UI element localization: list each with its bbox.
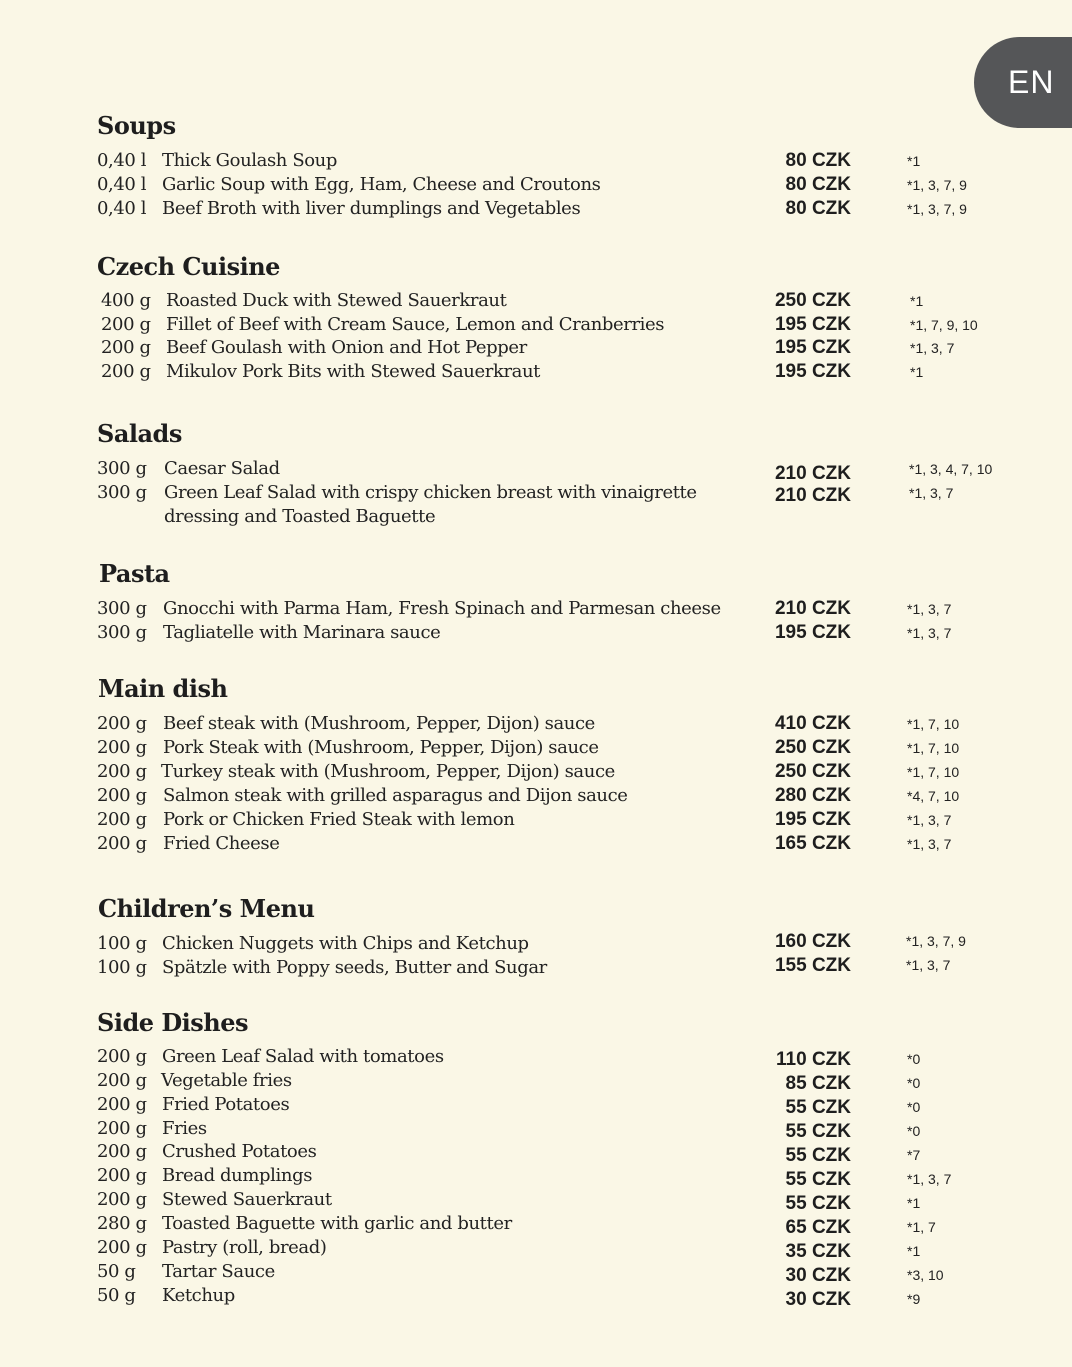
item-price: 80 CZK bbox=[785, 174, 851, 195]
item-allergens: *1, 3, 7 bbox=[907, 625, 952, 641]
item-name: Beef Goulash with Onion and Hot Pepper bbox=[166, 337, 527, 358]
item-allergens: *1, 3, 7 bbox=[906, 957, 951, 973]
item-allergens: *1 bbox=[910, 364, 924, 380]
item-allergens: *1, 7, 10 bbox=[907, 716, 960, 732]
item-quantity: 50 g bbox=[97, 1261, 136, 1282]
item-quantity: 200 g bbox=[97, 1237, 147, 1258]
item-name: Caesar Salad bbox=[164, 458, 280, 479]
menu-item bbox=[0, 289, 1072, 313]
item-name: Beef steak with (Mushroom, Pepper, Dijon) sauce bbox=[163, 713, 595, 734]
item-quantity: 300 g bbox=[97, 598, 147, 619]
item-price: 280 CZK bbox=[774, 785, 851, 806]
menu-item bbox=[0, 1212, 1072, 1236]
item-allergens: *1, 7, 9, 10 bbox=[910, 317, 978, 333]
item-quantity: 0,40 l bbox=[97, 150, 147, 171]
item-name: Tartar Sauce bbox=[162, 1261, 275, 1282]
item-allergens: *1, 3, 7, 9 bbox=[907, 177, 967, 193]
menu-item bbox=[0, 712, 1072, 736]
item-quantity: 200 g bbox=[97, 785, 147, 806]
item-price: 250 CZK bbox=[774, 761, 851, 782]
item-name: Pork or Chicken Fried Steak with lemon bbox=[163, 809, 515, 830]
item-allergens: *1, 3, 7 bbox=[907, 836, 952, 852]
section-title-salads: Salads bbox=[97, 419, 182, 448]
item-quantity: 200 g bbox=[97, 1141, 147, 1162]
item-name: Stewed Sauerkraut bbox=[162, 1189, 332, 1210]
item-allergens: *1, 7, 10 bbox=[907, 740, 960, 756]
item-allergens: *1 bbox=[907, 153, 921, 169]
item-price: 210 CZK bbox=[774, 598, 851, 619]
item-allergens: *7 bbox=[907, 1147, 921, 1163]
item-name: Garlic Soup with Egg, Ham, Cheese and Croutons bbox=[162, 174, 601, 195]
item-name: Green Leaf Salad with tomatoes bbox=[162, 1046, 444, 1067]
item-price: 80 CZK bbox=[785, 150, 851, 171]
item-price: 195 CZK bbox=[774, 809, 851, 830]
item-price: 55 CZK bbox=[785, 1121, 851, 1142]
item-price: 55 CZK bbox=[785, 1145, 851, 1166]
item-quantity: 200 g bbox=[97, 1118, 147, 1139]
item-price: 85 CZK bbox=[785, 1073, 851, 1094]
section-title-childrens-menu: Children’s Menu bbox=[98, 894, 315, 923]
menu-item bbox=[0, 1164, 1072, 1188]
item-quantity: 300 g bbox=[97, 622, 147, 643]
item-price: 155 CZK bbox=[774, 955, 851, 976]
menu-item bbox=[0, 1236, 1072, 1260]
item-allergens: *1 bbox=[907, 1243, 921, 1259]
item-allergens: *1, 3, 7 bbox=[907, 812, 952, 828]
item-quantity: 300 g bbox=[97, 482, 147, 503]
item-name: Fried Potatoes bbox=[162, 1094, 290, 1115]
item-quantity: 100 g bbox=[97, 957, 147, 978]
item-price: 55 CZK bbox=[785, 1097, 851, 1118]
item-quantity: 0,40 l bbox=[97, 174, 147, 195]
item-allergens: *1 bbox=[910, 293, 924, 309]
item-quantity: 200 g bbox=[97, 1094, 147, 1115]
item-allergens: *1, 3, 7 bbox=[909, 485, 954, 501]
menu-item bbox=[0, 1140, 1072, 1164]
item-quantity: 200 g bbox=[97, 833, 147, 854]
menu-item bbox=[0, 481, 1072, 529]
item-allergens: *1 bbox=[907, 1195, 921, 1211]
item-name: Bread dumplings bbox=[162, 1165, 313, 1186]
menu-item bbox=[0, 597, 1072, 621]
item-name: Crushed Potatoes bbox=[162, 1141, 317, 1162]
item-quantity: 200 g bbox=[97, 737, 147, 758]
item-price: 30 CZK bbox=[785, 1265, 851, 1286]
item-name: Gnocchi with Parma Ham, Fresh Spinach and Parmesan cheese bbox=[163, 598, 721, 619]
menu-item bbox=[0, 1260, 1072, 1284]
item-allergens: *4, 7, 10 bbox=[907, 788, 960, 804]
item-quantity: 200 g bbox=[97, 1070, 147, 1091]
item-price: 195 CZK bbox=[774, 622, 851, 643]
item-allergens: *1, 3, 7 bbox=[907, 601, 952, 617]
menu-item bbox=[0, 197, 1072, 221]
item-quantity: 280 g bbox=[97, 1213, 147, 1234]
menu-item bbox=[0, 760, 1072, 784]
item-name: Beef Broth with liver dumplings and Vegetables bbox=[162, 198, 581, 219]
item-name: Fries bbox=[162, 1118, 207, 1139]
menu-item bbox=[0, 1117, 1072, 1141]
item-allergens: *1, 3, 4, 7, 10 bbox=[909, 461, 993, 477]
item-name: Salmon steak with grilled asparagus and Dijon sauce bbox=[163, 785, 628, 806]
item-name: Vegetable fries bbox=[161, 1070, 292, 1091]
menu-item bbox=[0, 1045, 1072, 1069]
item-allergens: *3, 10 bbox=[907, 1267, 944, 1283]
item-price: 160 CZK bbox=[774, 931, 851, 952]
menu-item bbox=[0, 621, 1072, 645]
menu-item bbox=[0, 360, 1072, 384]
item-allergens: *0 bbox=[907, 1075, 921, 1091]
item-name: Green Leaf Salad with crispy chicken breast with vinaigrette dressing and Toasted Baguette bbox=[164, 482, 697, 527]
item-name: Pork Steak with (Mushroom, Pepper, Dijon) sauce bbox=[163, 737, 599, 758]
menu-item bbox=[0, 457, 1072, 484]
item-quantity: 300 g bbox=[97, 458, 147, 479]
menu-item bbox=[0, 736, 1072, 760]
item-price: 210 CZK bbox=[774, 463, 851, 484]
item-price: 30 CZK bbox=[785, 1289, 851, 1310]
item-name: Pastry (roll, bread) bbox=[162, 1237, 327, 1258]
menu-item bbox=[0, 808, 1072, 832]
item-allergens: *9 bbox=[907, 1291, 921, 1307]
item-name: Fillet of Beef with Cream Sauce, Lemon and Cranberries bbox=[166, 314, 665, 335]
item-price: 195 CZK bbox=[774, 361, 851, 382]
section-title-pasta: Pasta bbox=[99, 559, 170, 588]
item-price: 80 CZK bbox=[785, 198, 851, 219]
menu-item bbox=[0, 1284, 1072, 1308]
item-quantity: 200 g bbox=[97, 809, 147, 830]
item-name: Ketchup bbox=[162, 1285, 235, 1306]
item-price: 250 CZK bbox=[774, 290, 851, 311]
item-price: 195 CZK bbox=[774, 314, 851, 335]
menu-item bbox=[0, 336, 1072, 360]
item-name: Fried Cheese bbox=[163, 833, 280, 854]
item-name: Turkey steak with (Mushroom, Pepper, Dijon) sauce bbox=[161, 761, 615, 782]
item-quantity: 100 g bbox=[97, 933, 147, 954]
menu-item bbox=[0, 1093, 1072, 1117]
menu-item bbox=[0, 313, 1072, 337]
section-title-soups: Soups bbox=[97, 111, 176, 140]
item-allergens: *1, 3, 7, 9 bbox=[907, 201, 967, 217]
menu-item bbox=[0, 1069, 1072, 1093]
item-allergens: *1, 7, 10 bbox=[907, 764, 960, 780]
item-name: Tagliatelle with Marinara sauce bbox=[163, 622, 441, 643]
item-name: Spätzle with Poppy seeds, Butter and Sugar bbox=[162, 957, 547, 978]
item-quantity: 200 g bbox=[97, 1046, 147, 1067]
item-allergens: *1, 3, 7 bbox=[907, 1171, 952, 1187]
item-quantity: 200 g bbox=[101, 361, 151, 382]
item-name: Chicken Nuggets with Chips and Ketchup bbox=[162, 933, 529, 954]
item-price: 195 CZK bbox=[774, 337, 851, 358]
item-price: 65 CZK bbox=[785, 1217, 851, 1238]
item-quantity: 200 g bbox=[101, 314, 151, 335]
item-allergens: *1, 7 bbox=[907, 1219, 936, 1235]
item-price: 55 CZK bbox=[785, 1193, 851, 1214]
item-price: 250 CZK bbox=[774, 737, 851, 758]
item-quantity: 200 g bbox=[97, 713, 147, 734]
menu-item bbox=[0, 832, 1072, 856]
item-price: 35 CZK bbox=[785, 1241, 851, 1262]
item-allergens: *0 bbox=[907, 1099, 921, 1115]
menu-item bbox=[0, 956, 1072, 980]
item-name: Roasted Duck with Stewed Sauerkraut bbox=[166, 290, 507, 311]
item-name: Mikulov Pork Bits with Stewed Sauerkraut bbox=[166, 361, 541, 382]
item-price: 410 CZK bbox=[774, 713, 851, 734]
menu-item bbox=[0, 149, 1072, 173]
section-title-main-dish: Main dish bbox=[98, 674, 228, 703]
item-allergens: *0 bbox=[907, 1051, 921, 1067]
item-quantity: 200 g bbox=[101, 337, 151, 358]
item-quantity: 50 g bbox=[97, 1285, 136, 1306]
item-quantity: 400 g bbox=[101, 290, 151, 311]
item-quantity: 200 g bbox=[97, 1165, 147, 1186]
item-price: 210 CZK bbox=[774, 485, 851, 506]
section-title-side-dishes: Side Dishes bbox=[97, 1008, 249, 1037]
item-allergens: *1, 3, 7, 9 bbox=[906, 933, 966, 949]
item-price: 110 CZK bbox=[776, 1049, 851, 1070]
section-title-czech-cuisine: Czech Cuisine bbox=[97, 252, 280, 281]
item-quantity: 0,40 l bbox=[97, 198, 147, 219]
menu-item bbox=[0, 1188, 1072, 1212]
item-quantity: 200 g bbox=[97, 761, 147, 782]
item-name: Toasted Baguette with garlic and butter bbox=[162, 1213, 512, 1234]
menu-item bbox=[0, 173, 1072, 197]
language-tab-en[interactable]: EN bbox=[974, 37, 1072, 128]
item-name: Thick Goulash Soup bbox=[162, 150, 337, 171]
item-quantity: 200 g bbox=[97, 1189, 147, 1210]
menu-item bbox=[0, 784, 1072, 808]
item-allergens: *0 bbox=[907, 1123, 921, 1139]
item-price: 165 CZK bbox=[774, 833, 851, 854]
item-allergens: *1, 3, 7 bbox=[910, 340, 955, 356]
item-price: 55 CZK bbox=[785, 1169, 851, 1190]
